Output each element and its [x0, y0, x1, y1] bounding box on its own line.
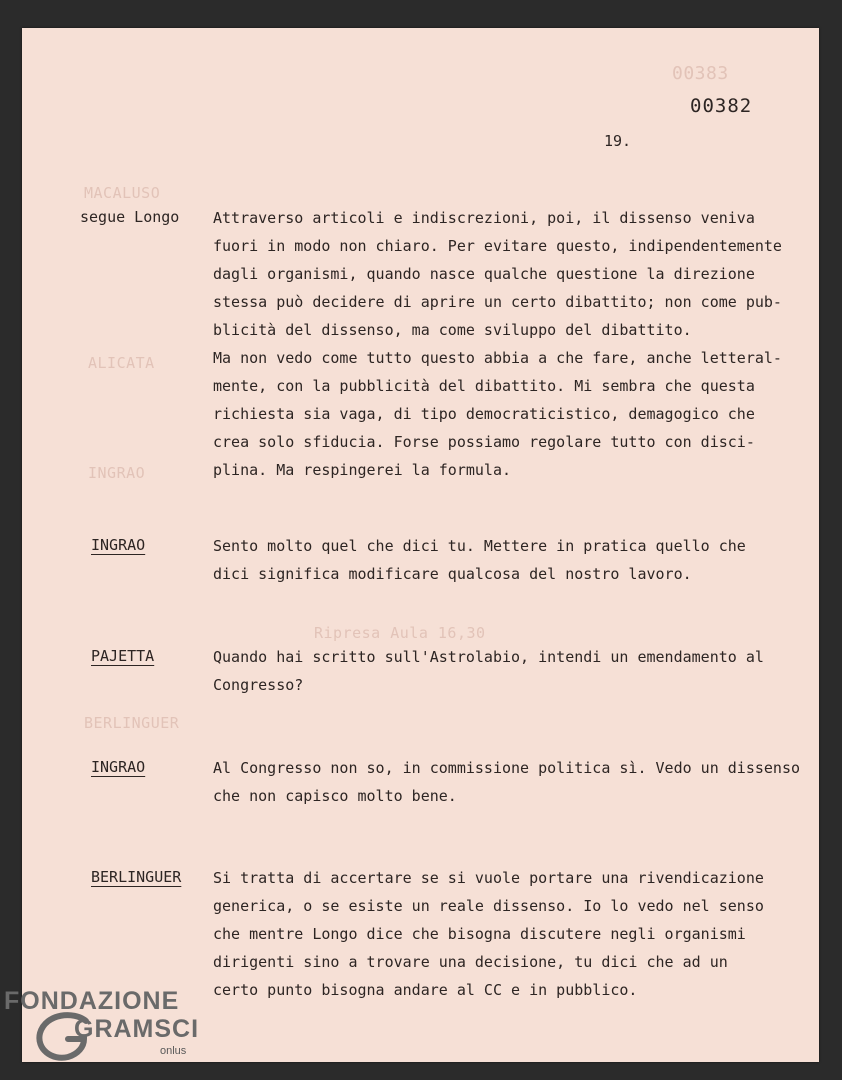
text-line: Attraverso articoli e indiscrezioni, poi, il dissenso veniva — [213, 209, 755, 227]
speech-text — [213, 643, 813, 699]
bleed-through-label: MACALUSO — [84, 184, 161, 202]
document-page — [22, 28, 819, 1062]
logo-line-2: GRAMSCI — [74, 1015, 200, 1043]
speaker-label: PAJETTA — [91, 647, 155, 665]
speech-text — [213, 204, 813, 484]
text-line: che mentre Longo dice che bisogna discutere negli organismi — [213, 925, 746, 943]
speaker-label: BERLINGUER — [91, 868, 182, 886]
speaker-label: segue Longo — [80, 208, 180, 226]
bleed-through-label: BERLINGUER — [84, 714, 180, 732]
text-line: mente, con la pubblicità del dibattito. Mi sembra che questa — [213, 377, 755, 395]
fondazione-gramsci-logo — [4, 987, 214, 1067]
speech-text — [213, 754, 813, 810]
speech-text — [213, 864, 813, 1004]
bleed-through-label: ALICATA — [88, 354, 155, 372]
bleed-through-label: Ripresa Aula 16,30 — [314, 624, 486, 642]
text-line: fuori in modo non chiaro. Per evitare questo, indipendentemente — [213, 237, 782, 255]
logo-line-3: onlus — [160, 1045, 187, 1057]
text-line: Si tratta di accertare se si vuole portare una rivendicazione — [213, 869, 764, 887]
text-line: richiesta sia vaga, di tipo democraticistico, demagogico che — [213, 405, 755, 423]
text-line: Quando hai scritto sull'Astrolabio, intendi un emendamento al — [213, 648, 764, 666]
text-line: Ma non vedo come tutto questo abbia a che fare, anche letteral- — [213, 349, 782, 367]
text-line: Congresso? — [213, 676, 304, 694]
text-line: che non capisco molto bene. — [213, 787, 457, 805]
text-line: certo punto bisogna andare al CC e in pubblico. — [213, 981, 638, 999]
text-line: dirigenti sino a trovare una decisione, tu dici che ad un — [213, 953, 728, 971]
text-line: dagli organismi, quando nasce qualche questione la direzione — [213, 265, 755, 283]
document-number: 00382 — [690, 95, 753, 117]
speaker-label: INGRAO — [91, 536, 146, 554]
text-line: blicità del dissenso, ma come sviluppo del dibattito. — [213, 321, 692, 339]
speech-text — [213, 532, 813, 588]
bleed-through-label: INGRAO — [88, 464, 146, 482]
page-number: 19. — [604, 132, 632, 150]
speaker-label: INGRAO — [91, 758, 146, 776]
text-line: Sento molto quel che dici tu. Mettere in pratica quello che — [213, 537, 746, 555]
text-line: stessa può decidere di aprire un certo dibattito; non come pub- — [213, 293, 782, 311]
text-line: crea solo sfiducia. Forse possiamo regolare tutto con disci- — [213, 433, 755, 451]
bleed-through-doc-number: 00383 — [672, 63, 729, 84]
logo-line-1: FONDAZIONE — [4, 987, 180, 1015]
text-line: dici significa modificare qualcosa del nostro lavoro. — [213, 565, 692, 583]
text-line: plina. Ma respingerei la formula. — [213, 461, 512, 479]
text-line: Al Congresso non so, in commissione politica sì. Vedo un dissenso — [213, 759, 800, 777]
text-line: generica, o se esiste un reale dissenso. Io lo vedo nel senso — [213, 897, 764, 915]
